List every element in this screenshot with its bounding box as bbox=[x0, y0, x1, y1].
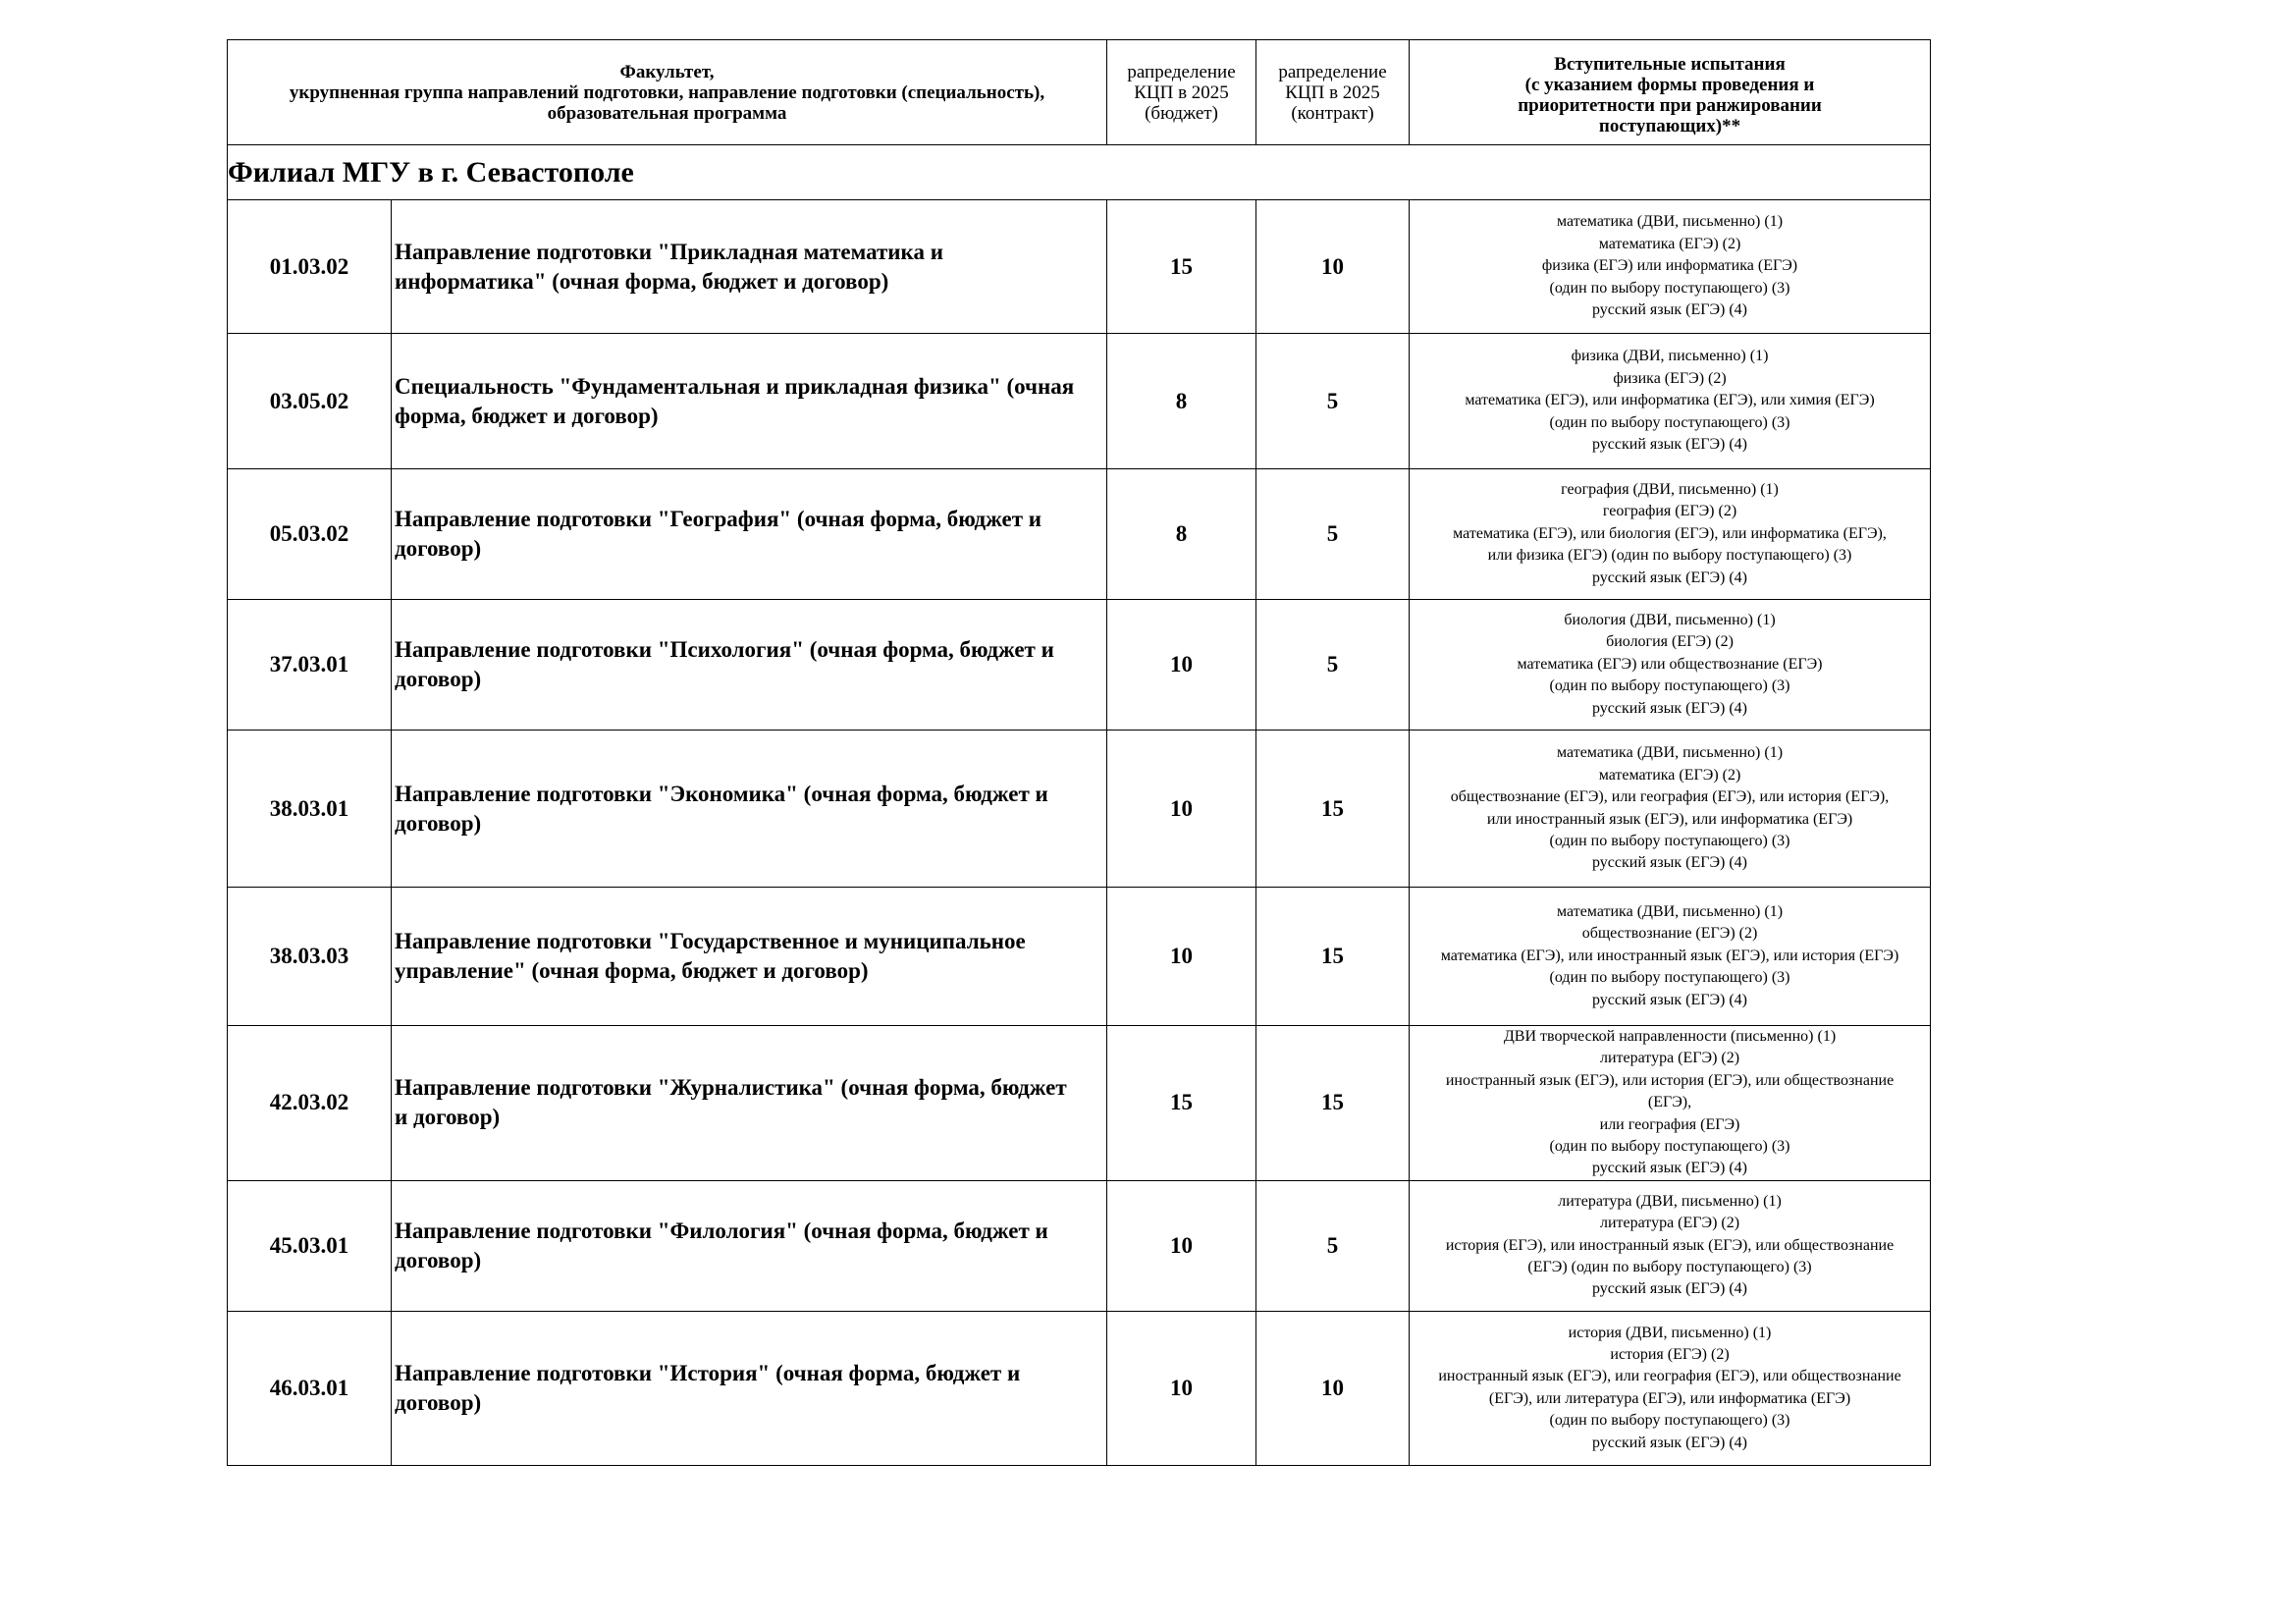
entrance-exams bbox=[1410, 200, 1931, 334]
contract-places: 5 bbox=[1256, 469, 1410, 600]
program-name-line: и договор) bbox=[395, 1105, 501, 1130]
budget-places: 8 bbox=[1107, 334, 1256, 469]
exam-line: русский язык (ЕГЭ) (4) bbox=[1592, 699, 1748, 717]
program-name bbox=[392, 1180, 1107, 1311]
exam-line: математика (ДВИ, письменно) (1) bbox=[1557, 902, 1784, 920]
entrance-exams bbox=[1410, 888, 1931, 1026]
budget-header-line: рапределение bbox=[1127, 61, 1236, 82]
program-name bbox=[392, 1026, 1107, 1181]
exam-line: (один по выбору поступающего) (3) bbox=[1549, 413, 1790, 431]
budget-places: 10 bbox=[1107, 1180, 1256, 1311]
program-code: 46.03.01 bbox=[228, 1311, 392, 1465]
entrance-exams bbox=[1410, 1026, 1931, 1181]
program-header-line: Факультет, bbox=[619, 61, 715, 82]
exam-line: физика (ДВИ, письменно) (1) bbox=[1571, 348, 1769, 365]
budget-column-header bbox=[1107, 40, 1256, 145]
program-name-line: Направление подготовки "История" (очная форма, бюджет и bbox=[395, 1360, 1021, 1385]
program-column-header bbox=[228, 40, 1107, 145]
contract-places: 5 bbox=[1256, 1180, 1410, 1311]
table-row bbox=[228, 1026, 1931, 1181]
program-name-line: договор) bbox=[395, 1389, 482, 1415]
branch-title: Филиал МГУ в г. Севастополе bbox=[228, 145, 1931, 200]
entrance-exams bbox=[1410, 469, 1931, 600]
exam-line: литература (ДВИ, письменно) (1) bbox=[1558, 1192, 1782, 1210]
branch-row bbox=[228, 145, 1931, 200]
exam-line: (ЕГЭ), bbox=[1647, 1094, 1692, 1111]
exam-line: математика (ЕГЭ) (2) bbox=[1598, 235, 1741, 252]
exams-header-line: (с указанием формы проведения и bbox=[1524, 75, 1815, 95]
program-name-line: договор) bbox=[395, 536, 482, 561]
exam-line: математика (ЕГЭ), или биология (ЕГЭ), или информатика (ЕГЭ), bbox=[1453, 524, 1887, 542]
entrance-exams bbox=[1410, 731, 1931, 888]
program-name-line: Направление подготовки "География" (очная форма, бюджет и bbox=[395, 507, 1042, 531]
exam-line: или физика (ЕГЭ) (один по выбору поступающего) (3) bbox=[1487, 547, 1852, 565]
exam-line: история (ЕГЭ) (2) bbox=[1610, 1346, 1730, 1364]
exam-line: русский язык (ЕГЭ) (4) bbox=[1592, 568, 1748, 586]
exam-line: (ЕГЭ), или литература (ЕГЭ), или информатика (ЕГЭ) bbox=[1488, 1389, 1851, 1407]
entrance-exams bbox=[1410, 1180, 1931, 1311]
program-name-line: Направление подготовки "Филология" (очная форма, бюджет и bbox=[395, 1218, 1048, 1243]
program-code: 05.03.02 bbox=[228, 469, 392, 600]
exam-line: математика (ЕГЭ) или обществознание (ЕГЭ) bbox=[1517, 655, 1823, 673]
budget-places: 10 bbox=[1107, 1311, 1256, 1465]
contract-column-header bbox=[1256, 40, 1410, 145]
program-name-line: Направление подготовки "Психология" (очная форма, бюджет и bbox=[395, 637, 1054, 662]
program-name-line: информатика" (очная форма, бюджет и договор) bbox=[395, 268, 889, 294]
table-row bbox=[228, 888, 1931, 1026]
exam-line: русский язык (ЕГЭ) (4) bbox=[1592, 854, 1748, 872]
exam-line: физика (ЕГЭ) (2) bbox=[1613, 369, 1727, 387]
table-row bbox=[228, 600, 1931, 731]
contract-places: 15 bbox=[1256, 1026, 1410, 1181]
program-name-line: Направление подготовки "Экономика" (очная форма, бюджет и bbox=[395, 781, 1048, 806]
program-name-line: Специальность "Фундаментальная и прикладная физика" (очная bbox=[395, 373, 1075, 399]
program-name-line: договор) bbox=[395, 810, 482, 836]
exam-line: математика (ЕГЭ), или информатика (ЕГЭ), или химия (ЕГЭ) bbox=[1465, 392, 1875, 409]
program-name-line: договор) bbox=[395, 1247, 482, 1272]
exam-line: (один по выбору поступающего) (3) bbox=[1549, 279, 1790, 297]
contract-places: 5 bbox=[1256, 600, 1410, 731]
exam-line: география (ЕГЭ) (2) bbox=[1602, 503, 1737, 520]
contract-places: 5 bbox=[1256, 334, 1410, 469]
program-name bbox=[392, 200, 1107, 334]
exam-line: или география (ЕГЭ) bbox=[1599, 1115, 1740, 1133]
table-row bbox=[228, 731, 1931, 888]
budget-places: 15 bbox=[1107, 1026, 1256, 1181]
program-name bbox=[392, 731, 1107, 888]
exams-column-header bbox=[1410, 40, 1931, 145]
program-name bbox=[392, 334, 1107, 469]
contract-header-line: (контракт) bbox=[1291, 102, 1374, 124]
budget-places: 15 bbox=[1107, 200, 1256, 334]
exam-line: (один по выбору поступающего) (3) bbox=[1549, 1412, 1790, 1430]
exam-line: ДВИ творческой направленности (письменно) (1) bbox=[1503, 1028, 1837, 1045]
exam-line: или иностранный язык (ЕГЭ), или информатика (ЕГЭ) bbox=[1486, 810, 1853, 828]
program-code: 01.03.02 bbox=[228, 200, 392, 334]
exam-line: русский язык (ЕГЭ) (4) bbox=[1592, 436, 1748, 454]
exam-line: математика (ДВИ, письменно) (1) bbox=[1557, 744, 1784, 762]
table-row bbox=[228, 334, 1931, 469]
program-code: 03.05.02 bbox=[228, 334, 392, 469]
exam-line: русский язык (ЕГЭ) (4) bbox=[1592, 991, 1748, 1008]
contract-places: 15 bbox=[1256, 888, 1410, 1026]
budget-places: 10 bbox=[1107, 600, 1256, 731]
program-code: 45.03.01 bbox=[228, 1180, 392, 1311]
program-header-line: укрупненная группа направлений подготовки, направление подготовки (специальность), bbox=[289, 81, 1045, 103]
exam-line: русский язык (ЕГЭ) (4) bbox=[1592, 1280, 1748, 1298]
table-row bbox=[228, 200, 1931, 334]
exams-header-line: поступающих)** bbox=[1598, 116, 1741, 136]
exams-header-line: приоритетности при ранжировании bbox=[1518, 95, 1822, 116]
program-name bbox=[392, 600, 1107, 731]
exams-header-line: Вступительные испытания bbox=[1554, 54, 1786, 75]
entrance-exams bbox=[1410, 334, 1931, 469]
contract-header-line: КЦП в 2025 bbox=[1285, 81, 1380, 103]
program-code: 38.03.01 bbox=[228, 731, 392, 888]
entrance-exams bbox=[1410, 1311, 1931, 1465]
program-name-line: Направление подготовки "Государственное и муниципальное bbox=[395, 929, 1026, 953]
admissions-table bbox=[227, 39, 1931, 1466]
table-row bbox=[228, 469, 1931, 600]
exam-line: история (ДВИ, письменно) (1) bbox=[1568, 1324, 1772, 1341]
program-name-line: управление" (очная форма, бюджет и договор) bbox=[395, 958, 869, 983]
exam-line: география (ДВИ, письменно) (1) bbox=[1561, 480, 1779, 498]
exam-line: русский язык (ЕГЭ) (4) bbox=[1592, 301, 1748, 319]
exam-line: иностранный язык (ЕГЭ), или история (ЕГЭ), или обществознание bbox=[1445, 1071, 1895, 1089]
program-name-line: Направление подготовки "Журналистика" (очная форма, бюджет bbox=[395, 1075, 1067, 1101]
contract-places: 10 bbox=[1256, 200, 1410, 334]
program-name-line: форма, бюджет и договор) bbox=[395, 403, 659, 428]
contract-places: 15 bbox=[1256, 731, 1410, 888]
exam-line: (один по выбору поступающего) (3) bbox=[1549, 1138, 1790, 1156]
budget-header-line: (бюджет) bbox=[1145, 102, 1218, 124]
exam-line: (один по выбору поступающего) (3) bbox=[1549, 677, 1790, 695]
exam-line: математика (ДВИ, письменно) (1) bbox=[1557, 213, 1784, 231]
exam-line: обществознание (ЕГЭ), или география (ЕГЭ), или история (ЕГЭ), bbox=[1450, 788, 1890, 806]
exam-line: (ЕГЭ) (один по выбору поступающего) (3) bbox=[1527, 1259, 1812, 1276]
program-code: 42.03.02 bbox=[228, 1026, 392, 1181]
exam-line: математика (ЕГЭ), или иностранный язык (ЕГЭ), или история (ЕГЭ) bbox=[1440, 947, 1899, 964]
entrance-exams bbox=[1410, 600, 1931, 731]
program-name-line: Направление подготовки "Прикладная математика и bbox=[395, 239, 943, 264]
table-row bbox=[228, 1311, 1931, 1465]
contract-places: 10 bbox=[1256, 1311, 1410, 1465]
exam-line: история (ЕГЭ), или иностранный язык (ЕГЭ), или обществознание bbox=[1445, 1236, 1895, 1254]
exam-line: математика (ЕГЭ) (2) bbox=[1598, 766, 1741, 784]
program-name-line: договор) bbox=[395, 667, 482, 691]
table-row bbox=[228, 1180, 1931, 1311]
exam-line: биология (ДВИ, письменно) (1) bbox=[1564, 611, 1776, 628]
program-code: 37.03.01 bbox=[228, 600, 392, 731]
exam-line: литература (ЕГЭ) (2) bbox=[1599, 1050, 1740, 1067]
budget-header-line: КЦП в 2025 bbox=[1134, 81, 1229, 103]
exam-line: русский язык (ЕГЭ) (4) bbox=[1592, 1434, 1748, 1451]
program-header-line: образовательная программа bbox=[547, 102, 787, 124]
table-header-row bbox=[228, 40, 1931, 145]
exam-line: (один по выбору поступающего) (3) bbox=[1549, 969, 1790, 987]
program-name bbox=[392, 1311, 1107, 1465]
budget-places: 10 bbox=[1107, 731, 1256, 888]
program-code: 38.03.03 bbox=[228, 888, 392, 1026]
program-name bbox=[392, 469, 1107, 600]
program-name bbox=[392, 888, 1107, 1026]
exam-line: физика (ЕГЭ) или информатика (ЕГЭ) bbox=[1541, 257, 1798, 275]
budget-places: 8 bbox=[1107, 469, 1256, 600]
exam-line: русский язык (ЕГЭ) (4) bbox=[1592, 1160, 1748, 1177]
exam-line: иностранный язык (ЕГЭ), или география (ЕГЭ), или обществознание bbox=[1438, 1368, 1901, 1385]
exam-line: обществознание (ЕГЭ) (2) bbox=[1581, 925, 1758, 943]
exam-line: (один по выбору поступающего) (3) bbox=[1549, 832, 1790, 849]
budget-places: 10 bbox=[1107, 888, 1256, 1026]
exam-line: биология (ЕГЭ) (2) bbox=[1606, 633, 1734, 651]
exam-line: литература (ЕГЭ) (2) bbox=[1599, 1215, 1740, 1232]
contract-header-line: рапределение bbox=[1278, 61, 1387, 82]
